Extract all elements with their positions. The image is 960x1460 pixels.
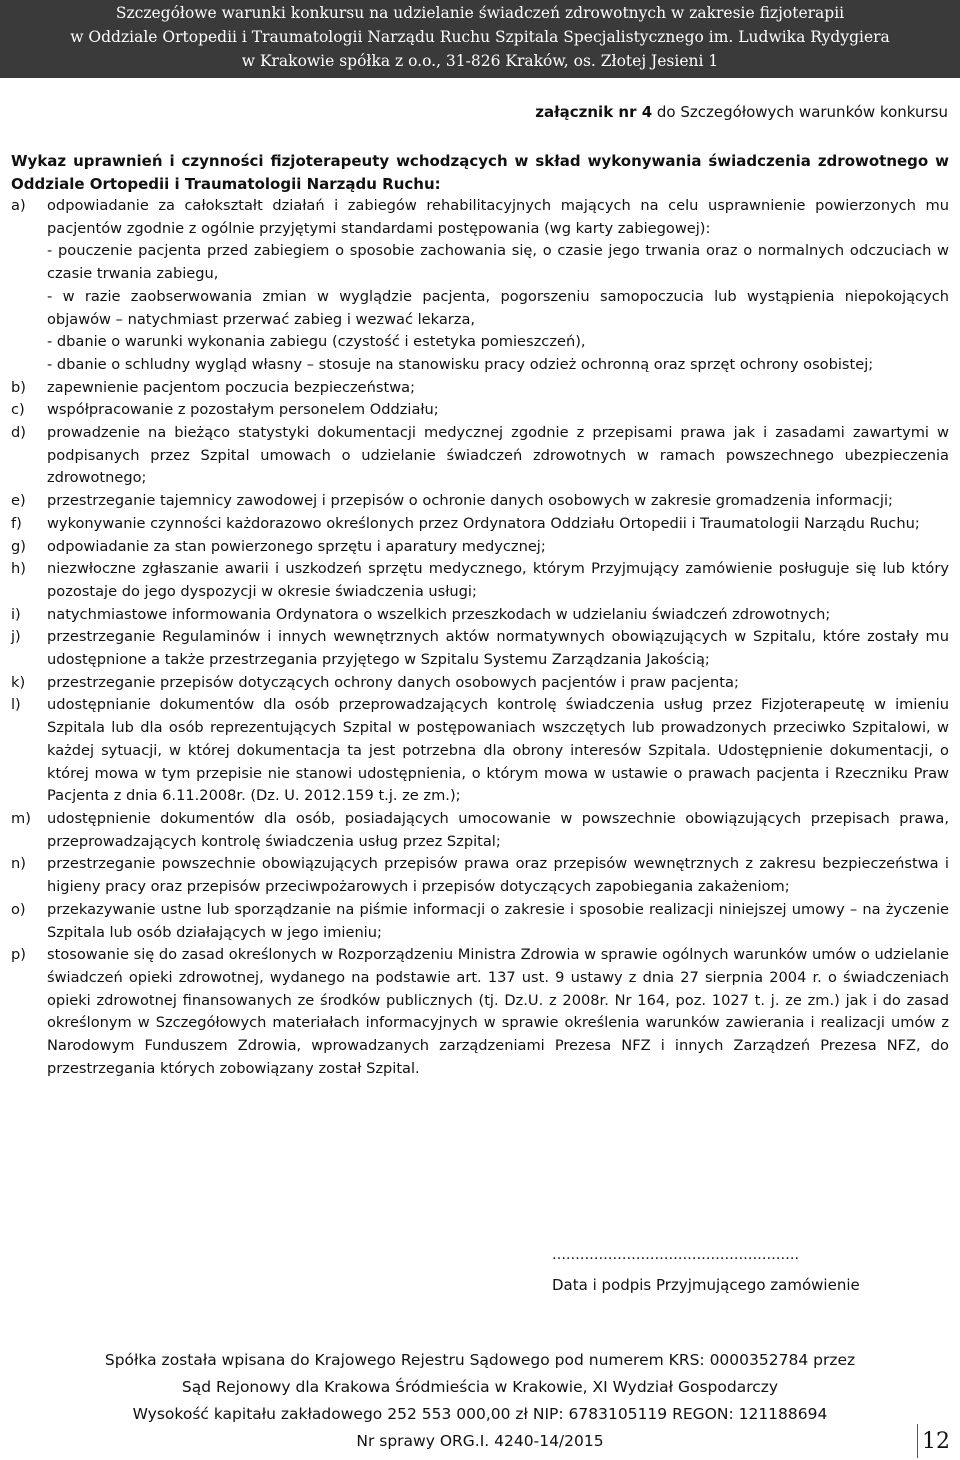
list-marker: n) (11, 855, 26, 873)
footer-line-1: Spółka została wpisana do Krajowego Rejestru Sądowego pod numerem KRS: 0000352784 przez (104, 1351, 856, 1369)
list-item-text: wykonywanie czynności każdorazowo określonych przez Ordynatora Oddziału Ortopedii i Traumatologii Narządu Ruchu; (47, 514, 920, 532)
document-footer (0, 1347, 960, 1455)
list-item-text: niezwłoczne zgłaszanie awarii i uszkodzeń sprzętu medycznego, którym Przyjmujący zamówienie posługuje się lub który pozostaje do jego dyspozycji w okresie świadczenia usługi; (47, 560, 949, 600)
sub-item-4: - dbanie o schludny wygląd własny – stosuje na stanowisku pracy odzież ochronną oraz sprzęt ochrony osobistej; (47, 355, 874, 373)
list-item-e (11, 490, 949, 513)
signature-line: ….…………………………………………. (552, 1247, 799, 1263)
footer-line-4: Nr sprawy ORG.I. 4240-14/2015 (356, 1432, 604, 1450)
list-marker: g) (11, 537, 26, 555)
list-item-text: przestrzeganie tajemnicy zawodowej i przepisów o ochronie danych osobowych w zakresie gromadzenia informacji; (47, 492, 893, 510)
list-item-h (11, 558, 949, 603)
header-line-3: w Krakowie spółka z o.o., 31-826 Kraków, os. Złotej Jesieni 1 (241, 52, 719, 70)
list-marker: b) (11, 378, 26, 396)
footer-line-3: Wysokość kapitału zakładowego 252 553 000,00 zł NIP: 6783105119 REGON: 121188694 (132, 1405, 828, 1423)
list-marker: c) (11, 401, 25, 419)
list-item-n (11, 853, 949, 898)
header-line-2: w Oddziale Ortopedii i Traumatologii Narządu Ruchu Szpitala Specjalistycznego im. Ludwika Rydygiera (70, 28, 890, 46)
list-item-p (11, 944, 949, 1080)
attachment-label (535, 103, 948, 121)
list-item-text: udostępnianie dokumentów dla osób przeprowadzających kontrolę świadczenia usług przez Fizjoterapeutę w imieniu Szpitala lub dla osób reprezentujących Szpital w postępowaniach wszczętych lub prowadzonych przeciwko Szpitalowi, w każdej sytuacji, w której dokumentacja ta jest potrzebna dla obrony interesów Szpitala. Udostępnienie dokumentacji, o której mowa w tym przepisie nie stanowi udostępnienia, o którym mowa w ustawie o prawach pacjenta i Rzeczniku Praw Pacjenta z dnia 6.11.2008r. (Dz. U. 2012.159 t.j. ze zm.); (47, 696, 949, 805)
list-item-b (11, 377, 949, 400)
list-marker: e) (11, 492, 26, 510)
list-item-text: prowadzenie na bieżąco statystyki dokumentacji medycznej zgodnie z przepisami prawa jak i zasadami zawartymi w podpisanych przez Szpital umowach o udzielanie świadczeń zdrowotnych w ramach powszechnego ubezpieczenia zdrowotnego; (47, 424, 949, 487)
list-item-j (11, 626, 949, 671)
signature-label: Data i podpis Przyjmującego zamówienie (552, 1276, 860, 1294)
list-item-text: przestrzeganie przepisów dotyczących ochrony danych osobowych pacjentów i praw pacjenta; (47, 673, 739, 691)
document-body (11, 195, 949, 1080)
page-number-divider (917, 1424, 918, 1458)
list-item-text: odpowiadanie za całokształt działań i zabiegów rehabilitacyjnych mających na celu usprawnienie powierzonych mu pacjentów zgodnie z ogólnie przyjętymi standardami postępowania (wg karty zabiegowej): (47, 197, 949, 237)
list-item-l (11, 694, 949, 808)
list-marker: o) (11, 900, 26, 918)
list-item-text: stosowanie się do zasad określonych w Rozporządzeniu Ministra Zdrowia w sprawie ogólnych warunków umów o udzielanie świadczeń opieki zdrowotnej, wydanego na podstawie art. 137 ust. 9 ustawy z dnia 27 sierpnia 2004 r. o świadczeniach opieki zdrowotnej finansowanych ze środków publicznych (tj. Dz.U. z 2008r. Nr 164, poz. 1027 t. j. ze zm.) jak i do zasad określonym w Szczegółowych materiałach informacyjnych w sprawie określenia warunków zawierania i realizacji umów z Narodowym Funduszem Zdrowia, wprowadzanych zarządzeniami Prezesa NFZ i innych Zarządzeń Prezesa NFZ, do przestrzegania których zobowiązany został Szpital. (47, 946, 949, 1077)
attachment-number: załącznik nr 4 (535, 103, 653, 121)
list-marker: m) (11, 809, 31, 827)
list-item-text: natychmiastowe informowania Ordynatora o wszelkich przeszkodach w udzielaniu świadczeń zdrowotnych; (47, 605, 831, 623)
list-item-o (11, 899, 949, 944)
list-item-a (11, 195, 949, 240)
header-line-1: Szczegółowe warunki konkursu na udzielanie świadczeń zdrowotnych w zakresie fizjoterapii (115, 4, 845, 22)
list-item-g (11, 536, 949, 559)
sub-item-2: - w razie zaobserwowania zmian w wyglądzie pacjenta, pogorszeniu samopoczucia lub wystąpienia niepokojących objawów – natychmiast przerwać zabieg i wezwać lekarza, (47, 287, 949, 328)
list-marker: p) (11, 946, 26, 964)
list-marker: l) (11, 696, 21, 714)
list-marker: k) (11, 673, 26, 691)
list-marker: d) (11, 424, 26, 442)
list-item-text: udostępnienie dokumentów dla osób, posiadających umocowanie w powszechnie obowiązujących przepisach prawa, przeprowadzających kontrolę świadczenia usług przez Szpital; (47, 809, 949, 850)
list-item-text: współpracowanie z pozostałym personelem Oddziału; (47, 401, 439, 419)
document-header (0, 0, 960, 78)
sub-item-3: - dbanie o warunki wykonania zabiegu (czystość i estetyka pomieszczeń), (47, 333, 586, 351)
footer-line-2: Sąd Rejonowy dla Krakowa Śródmieścia w Krakowie, XI Wydział Gospodarczy (181, 1378, 779, 1396)
list-item-c (11, 399, 949, 422)
list-marker: j) (11, 628, 21, 646)
list-item-text: przestrzeganie powszechnie obowiązujących przepisów prawa oraz przepisów wewnętrznych z zakresu bezpieczeństwa i higieny pracy oraz przepisów przeciwpożarowych i przepisów dotyczących zapobiegania zakażeniom; (47, 855, 949, 896)
list-item-d (11, 422, 949, 490)
list-item-f (11, 513, 949, 536)
attachment-rest: do Szczegółowych warunków konkursu (652, 103, 948, 121)
document-heading: Wykaz uprawnień i czynności fizjoterapeuty wchodzących w skład wykonywania świadczenia zdrowotnego w Oddziale Ortopedii i Traumatologii Narządu Ruchu: (11, 152, 949, 193)
list-marker: a) (11, 197, 26, 214)
list-item-text: przestrzeganie Regulaminów i innych wewnętrznych aktów normatywnych obowiązujących w Szpitalu, które zostały mu udostępnione a także przestrzegania przyjętego w Szpitalu Systemu Zarządzania Jakością; (47, 628, 949, 669)
list-marker: h) (11, 560, 26, 578)
list-item-text: zapewnienie pacjentom poczucia bezpieczeństwa; (47, 378, 416, 396)
list-item-text: przekazywanie ustne lub sporządzanie na piśmie informacji o zakresie i sposobie realizacji niniejszej umowy – na życzenie Szpitala lub osób działających w jego imieniu; (47, 900, 949, 941)
list-item-i (11, 604, 949, 627)
list-item-m (11, 808, 949, 853)
sub-item-1: - pouczenie pacjenta przed zabiegiem o sposobie zachowania się, o czasie jego trwania oraz o normalnych odczuciach w czasie trwania zabiegu, (47, 242, 949, 283)
page-number: 12 (922, 1429, 950, 1454)
list-item-text: odpowiadanie za stan powierzonego sprzętu i aparatury medycznej; (47, 537, 546, 555)
list-item-k (11, 672, 949, 695)
list-marker: i) (11, 605, 21, 623)
list-marker: f) (11, 514, 22, 532)
